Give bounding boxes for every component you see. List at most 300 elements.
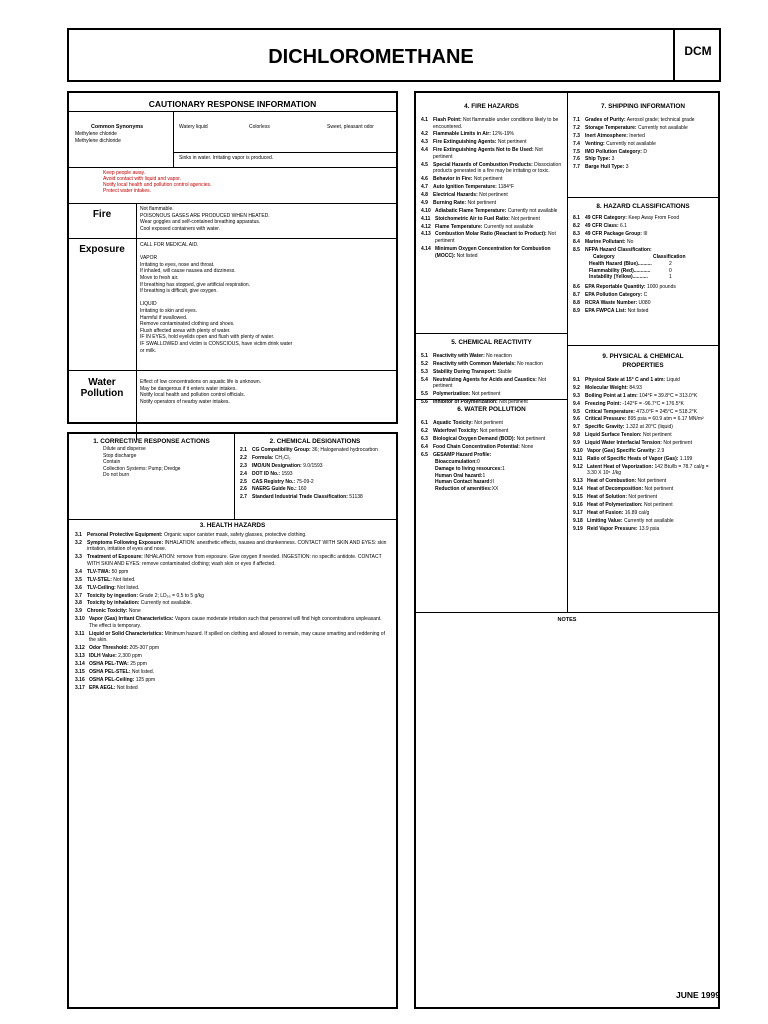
item-key: Grades of Purity: bbox=[585, 117, 626, 123]
gesamp-item bbox=[421, 473, 563, 480]
physical-heading bbox=[568, 352, 718, 370]
item-value: 6.1 bbox=[618, 222, 627, 229]
item-number: 4.13 bbox=[421, 231, 431, 238]
item-number: 4.8 bbox=[421, 192, 428, 199]
item-key: Formula: bbox=[252, 454, 274, 461]
chemical-code: DCM bbox=[684, 44, 712, 58]
item-key: Toxicity by inhalation: bbox=[87, 600, 140, 607]
item-text bbox=[433, 353, 563, 360]
divider bbox=[69, 111, 396, 112]
item-value: 125 ppm bbox=[134, 676, 156, 683]
item-value: 12%-19% bbox=[490, 131, 514, 138]
item-text bbox=[433, 192, 563, 199]
item-number: 9.13 bbox=[573, 478, 583, 485]
item-text bbox=[435, 216, 563, 223]
item-value: 1 bbox=[501, 466, 505, 473]
item-value: Not pertinent bbox=[466, 199, 497, 206]
item-key: Biological Oxygen Demand (BOD): bbox=[433, 435, 516, 442]
item-value: C bbox=[642, 291, 648, 298]
item-value: 3 bbox=[624, 164, 629, 171]
physical-property-item bbox=[573, 486, 715, 493]
item-number: 8.3 bbox=[573, 230, 580, 237]
sections-4-9-box bbox=[414, 91, 720, 1009]
item-key: Heat of Fusion: bbox=[587, 509, 624, 516]
item-text bbox=[87, 600, 391, 607]
item-value: XX bbox=[491, 485, 499, 492]
item-key: Ship Type: bbox=[585, 156, 611, 163]
item-text bbox=[433, 452, 563, 459]
item-value: 1000 pounds bbox=[645, 283, 676, 290]
item-value: Not pertinent bbox=[642, 501, 673, 508]
item-value: 16.89 cal/g bbox=[623, 509, 650, 516]
item-key: CG Compatibility Group: bbox=[252, 447, 311, 453]
water-pollution-item bbox=[421, 444, 563, 451]
health-item bbox=[75, 600, 391, 607]
item-text bbox=[587, 478, 715, 485]
sinks-text: Sinks in water. Irritating vapor is produced. bbox=[179, 155, 274, 161]
item-number: 8.6 bbox=[573, 283, 580, 290]
item-number: 5.4 bbox=[421, 376, 428, 383]
exposure-label: Exposure bbox=[79, 244, 125, 255]
item-value: Currently not available bbox=[622, 517, 674, 524]
item-number: 9.7 bbox=[573, 424, 580, 431]
item-text bbox=[587, 526, 715, 533]
fire-hazard-item bbox=[421, 131, 563, 138]
item-value: INHALATION: anesthetic effects, nausea and drunkenness. CONTACT WITH SKIN AND EYES: skin irritation, irritation of eyes and nose. bbox=[87, 539, 387, 553]
item-key: Heat of Polymerization: bbox=[587, 501, 643, 508]
item-key: Fire Extinguishing Agents: bbox=[433, 139, 497, 146]
divider bbox=[173, 152, 396, 153]
item-key: Human Contact hazard: bbox=[435, 479, 492, 486]
item-key: Flash Point: bbox=[433, 117, 462, 123]
fire-hazard-item bbox=[421, 200, 563, 207]
item-number: 3.10 bbox=[75, 616, 85, 623]
exposure-line: If inhaled, will cause nausea and dizziness. bbox=[140, 268, 236, 275]
health-item bbox=[75, 677, 391, 684]
item-value: Organic vapor canister mask, safety glasses, protective clothing. bbox=[162, 532, 307, 538]
item-number: 7.3 bbox=[573, 132, 580, 139]
item-key: 49 CFR Category: bbox=[585, 215, 627, 221]
item-value: 895 psia = 60.9 atm = 6.17 MN/m² bbox=[626, 416, 704, 423]
alert-line: Notify local health and pollution control agencies. bbox=[103, 182, 212, 188]
reactivity-heading: 5. CHEMICAL REACTIVITY bbox=[451, 339, 532, 346]
item-text bbox=[435, 224, 563, 231]
item-key: Symptoms Following Exposure: bbox=[87, 539, 164, 546]
cautionary-heading: CAUTIONARY RESPONSE INFORMATION bbox=[148, 99, 317, 109]
shipping-item bbox=[573, 149, 715, 156]
divider bbox=[568, 345, 718, 346]
physical-property-item bbox=[573, 409, 715, 416]
item-key: Treatment of Exposure: bbox=[87, 554, 143, 561]
chemical-item bbox=[240, 486, 394, 493]
item-key: Marine Pollutant: bbox=[585, 238, 626, 245]
item-text bbox=[585, 440, 715, 447]
divider bbox=[69, 238, 396, 239]
exposure-text bbox=[140, 242, 292, 354]
item-number: 9.17 bbox=[573, 509, 583, 516]
item-number: 5.3 bbox=[421, 368, 428, 375]
item-text bbox=[433, 200, 563, 207]
health-item bbox=[75, 616, 391, 629]
divider bbox=[173, 112, 174, 167]
exposure-line: CALL FOR MEDICAL AID. bbox=[140, 242, 199, 248]
item-value: None bbox=[127, 608, 141, 615]
item-text bbox=[585, 308, 715, 315]
exposure-line bbox=[140, 295, 292, 302]
item-number: 8.2 bbox=[573, 222, 580, 229]
nfpa-item bbox=[573, 261, 715, 268]
divider bbox=[69, 203, 396, 204]
item-number: 9.14 bbox=[573, 486, 583, 493]
exposure-line: If breathing is difficult, give oxygen. bbox=[140, 288, 218, 295]
health-item bbox=[75, 569, 391, 576]
item-number: 3.14 bbox=[75, 660, 85, 667]
item-value: 1593 bbox=[280, 470, 293, 477]
fire-line: Not flammable. bbox=[140, 206, 174, 212]
item-key: Electrical Hazards: bbox=[433, 192, 478, 199]
item-text bbox=[585, 416, 715, 423]
item-text bbox=[89, 677, 391, 684]
item-key: Flame Temperature: bbox=[435, 223, 483, 230]
item-number: 4.12 bbox=[421, 223, 431, 230]
exposure-line: IF SWALLOWED and victim is CONSCIOUS, have victim drink water bbox=[140, 340, 293, 347]
item-key: Physical State at 15° C and 1 atm: bbox=[585, 377, 666, 383]
item-key: Freezing Point: bbox=[585, 400, 622, 407]
physical-property-item bbox=[573, 526, 715, 533]
item-value: Aerosol grade; technical grade bbox=[625, 117, 695, 123]
fire-hazard-item bbox=[421, 231, 563, 244]
item-value: No bbox=[625, 238, 634, 245]
item-value: Dissociation products generated in a fire may be irritating or toxic. bbox=[433, 161, 562, 175]
item-key: IDLH Value: bbox=[89, 653, 117, 660]
item-number: 3.4 bbox=[75, 568, 82, 575]
item-value: Not pertinent bbox=[641, 432, 672, 439]
fire-hazard-item bbox=[421, 246, 563, 259]
item-value: Not pertinent bbox=[472, 420, 503, 426]
item-value: CH₂Cl₂ bbox=[273, 454, 291, 461]
item-value: Not pertinent bbox=[433, 147, 543, 160]
item-key: Boiling Point at 1 atm: bbox=[585, 392, 638, 399]
item-number: 4.14 bbox=[421, 245, 431, 252]
item-text bbox=[585, 223, 715, 230]
fire-hazard-item bbox=[421, 192, 563, 199]
item-value: Not pertinent bbox=[497, 399, 528, 406]
item-key: Personal Protective Equipment: bbox=[87, 532, 163, 538]
health-item bbox=[75, 585, 391, 592]
item-value: 473.0°F = 245°C = 518.2°K bbox=[634, 408, 698, 415]
item-number: 3.15 bbox=[75, 668, 85, 675]
item-value: 50 ppm bbox=[110, 568, 129, 575]
item-key: Special Hazards of Combustion Products: bbox=[433, 161, 533, 168]
physical-property-item bbox=[573, 385, 715, 392]
item-text bbox=[87, 608, 391, 615]
fire-hazard-item bbox=[421, 184, 563, 191]
item-value: 104°F = 39.8°C = 313.0°K bbox=[637, 392, 698, 399]
physical-list bbox=[573, 377, 715, 534]
item-text bbox=[252, 486, 394, 493]
item-text bbox=[587, 510, 715, 517]
item-number: 3.5 bbox=[75, 576, 82, 583]
item-key: EPA Pollution Category: bbox=[585, 291, 643, 298]
item-value: 1 bbox=[482, 472, 486, 479]
chemical-list bbox=[240, 447, 394, 502]
fire-hazard-item bbox=[421, 208, 563, 215]
cautionary-box bbox=[67, 91, 398, 424]
alert-line: Keep people away. bbox=[103, 170, 146, 176]
item-key: Reactivity with Water: bbox=[433, 353, 485, 359]
chemical-item bbox=[240, 471, 394, 478]
item-value: Not listed bbox=[115, 684, 138, 691]
item-key: Behavior in Fire: bbox=[433, 176, 473, 183]
hazard-class-item bbox=[573, 308, 715, 315]
item-value: 51138 bbox=[347, 494, 363, 501]
alert-line: Protect water intakes. bbox=[103, 188, 152, 194]
item-text bbox=[587, 494, 715, 501]
divider bbox=[568, 197, 718, 198]
fire-hazard-item bbox=[421, 216, 563, 223]
water-pollution-item bbox=[421, 436, 563, 443]
item-number: 9.9 bbox=[573, 440, 580, 447]
fire-hazard-item bbox=[421, 176, 563, 183]
shipping-list bbox=[573, 117, 715, 172]
item-key: Inert Atmosphere: bbox=[585, 132, 628, 139]
synonym-2: Methylene dichloride bbox=[75, 138, 121, 144]
item-key: Flammable Limits in Air: bbox=[433, 131, 491, 138]
item-value: 2 bbox=[669, 261, 672, 268]
item-value: Stable bbox=[496, 368, 512, 375]
item-text bbox=[433, 117, 563, 130]
water-line: Notify operators of nearby water intakes. bbox=[140, 398, 230, 405]
item-text bbox=[87, 577, 391, 584]
item-number: 4.7 bbox=[421, 184, 428, 191]
item-key: Latent Heat of Vaporization: bbox=[587, 463, 654, 470]
item-key: Specific Gravity: bbox=[585, 424, 625, 431]
item-number: 7.6 bbox=[573, 156, 580, 163]
health-item bbox=[75, 645, 391, 652]
item-text bbox=[433, 184, 563, 191]
item-number: 3.1 bbox=[75, 532, 82, 538]
item-text bbox=[585, 432, 715, 439]
exposure-line bbox=[140, 249, 292, 256]
item-text bbox=[433, 361, 563, 368]
chemical-item bbox=[240, 447, 394, 454]
item-value: Not pertinent bbox=[477, 192, 508, 199]
item-number: 4.5 bbox=[421, 161, 428, 168]
item-key: Odor Threshold: bbox=[89, 645, 129, 652]
physical-heading-text: 9. PHYSICAL & CHEMICAL PROPERTIES bbox=[602, 353, 684, 369]
fire-hazards-list bbox=[421, 117, 563, 260]
item-text bbox=[433, 428, 563, 435]
divider bbox=[69, 519, 396, 520]
item-text bbox=[587, 518, 715, 525]
item-number: 3.6 bbox=[75, 584, 82, 591]
item-value: Liquid bbox=[665, 377, 680, 383]
item-number: 9.15 bbox=[573, 494, 583, 501]
item-key: Bioaccumulation: bbox=[435, 459, 477, 466]
item-text bbox=[585, 409, 715, 416]
odor-text: Sweet, pleasant odor bbox=[327, 124, 374, 130]
item-text bbox=[433, 391, 563, 398]
item-number: 7.2 bbox=[573, 124, 580, 131]
exposure-line: Irritating to skin and eyes. bbox=[140, 307, 197, 314]
item-number: 8.8 bbox=[573, 299, 580, 306]
item-number: 7.4 bbox=[573, 140, 580, 147]
item-text bbox=[87, 540, 391, 553]
gesamp-item bbox=[421, 466, 563, 473]
item-key: Chronic Toxicity: bbox=[87, 608, 128, 615]
corrective-heading: 1. CORRECTIVE RESPONSE ACTIONS bbox=[93, 438, 210, 445]
hazard-class-item bbox=[573, 231, 715, 238]
hazard-class-item bbox=[573, 292, 715, 299]
physical-property-item bbox=[573, 448, 715, 455]
item-key: TLV-STEL: bbox=[87, 576, 112, 583]
hazard-class-item bbox=[573, 284, 715, 291]
color-text: Colorless bbox=[249, 124, 270, 130]
item-number: 9.11 bbox=[573, 455, 583, 462]
item-text bbox=[587, 486, 715, 493]
item-number: 3.9 bbox=[75, 608, 82, 615]
water-text bbox=[140, 379, 261, 405]
physical-property-item bbox=[573, 478, 715, 485]
item-number: 9.18 bbox=[573, 517, 583, 524]
water-pollution-heading: 6. WATER POLLUTION bbox=[457, 406, 526, 413]
shipping-item bbox=[573, 133, 715, 140]
item-value: -142°F = -96.7°C = 176.5°K bbox=[621, 400, 684, 407]
health-heading: 3. HEALTH HAZARDS bbox=[199, 522, 266, 529]
physical-property-item bbox=[573, 440, 715, 447]
fire-hazard-item bbox=[421, 147, 563, 160]
item-text bbox=[87, 593, 391, 600]
fire-line: Cool exposed containers with water. bbox=[140, 225, 221, 232]
item-text bbox=[435, 208, 563, 215]
fire-hazard-item bbox=[421, 162, 563, 175]
health-item bbox=[75, 577, 391, 584]
health-item bbox=[75, 554, 391, 567]
hazard-class-list bbox=[573, 215, 715, 315]
item-text bbox=[585, 125, 715, 132]
item-number: 8.7 bbox=[573, 291, 580, 298]
corrective-item: Do not burn bbox=[103, 472, 130, 479]
item-key: 49 CFR Package Group: bbox=[585, 230, 642, 237]
item-value: 2.9 bbox=[655, 448, 665, 455]
alert-line: Avoid contact with liquid and vapor. bbox=[103, 176, 182, 182]
item-key: Liquid or Solid Characteristics: bbox=[89, 630, 164, 637]
item-text bbox=[587, 464, 715, 477]
exposure-line: VAPOR bbox=[140, 255, 158, 262]
physical-property-item bbox=[573, 416, 715, 423]
item-value: Not pertinent bbox=[627, 494, 658, 501]
corrective-item: Dilute and disperse bbox=[103, 446, 146, 452]
item-key: Food Chain Concentration Potential: bbox=[433, 443, 520, 450]
item-text bbox=[585, 141, 715, 148]
item-text bbox=[585, 133, 715, 140]
item-number: 6.3 bbox=[421, 435, 428, 442]
title-box bbox=[67, 28, 721, 82]
item-key: NAERG Guide No.: bbox=[252, 486, 297, 493]
item-number: 3.3 bbox=[75, 554, 82, 561]
exposure-line: Remove contaminated clothing and shoes. bbox=[140, 321, 235, 328]
corrective-item: Contain bbox=[103, 459, 121, 466]
hazard-class-item bbox=[573, 239, 715, 246]
item-key: Burning Rate: bbox=[433, 199, 467, 206]
item-key: Stability During Transport: bbox=[433, 368, 497, 375]
item-key: 49 CFR Class: bbox=[585, 222, 619, 229]
item-value: 75-09-2 bbox=[295, 478, 314, 485]
exposure-line: Flush affected areas with plenty of water. bbox=[140, 327, 231, 334]
item-text bbox=[433, 176, 563, 183]
item-text bbox=[587, 502, 715, 509]
item-key: Barge Hull Type: bbox=[585, 164, 625, 171]
item-value: Not listed bbox=[626, 307, 649, 314]
item-text bbox=[585, 247, 715, 254]
item-value: 1.199 bbox=[678, 455, 693, 462]
fire-label: Fire bbox=[92, 209, 112, 220]
item-text bbox=[89, 645, 391, 652]
item-value: Minimum hazard. If spilled on clothing and allowed to remain, may cause smarting and reddening of the skin. bbox=[89, 630, 385, 644]
item-key: Molecular Weight: bbox=[585, 384, 628, 391]
item-value: II bbox=[491, 479, 494, 486]
item-number: 4.11 bbox=[421, 215, 431, 222]
shipping-item bbox=[573, 117, 715, 124]
item-text bbox=[433, 399, 563, 406]
item-number: 2.2 bbox=[240, 454, 247, 461]
item-key: NFPA Hazard Classification: bbox=[585, 246, 652, 253]
item-number: 9.6 bbox=[573, 416, 580, 423]
item-key: EPA FWPCA List: bbox=[585, 307, 627, 314]
physical-property-item bbox=[573, 432, 715, 439]
item-text bbox=[585, 239, 715, 246]
hazard-class-heading: 8. HAZARD CLASSIFICATIONS bbox=[596, 203, 690, 210]
health-item bbox=[75, 653, 391, 660]
item-text bbox=[252, 471, 394, 478]
item-text bbox=[87, 532, 391, 539]
chemical-heading: 2. CHEMICAL DESIGNATIONS bbox=[269, 438, 361, 445]
item-text bbox=[587, 456, 715, 463]
physical-property-item bbox=[573, 401, 715, 408]
item-text bbox=[587, 448, 715, 455]
item-text bbox=[89, 685, 391, 692]
shipping-item bbox=[573, 141, 715, 148]
item-number: 4.4 bbox=[421, 147, 428, 154]
item-number: 9.3 bbox=[573, 392, 580, 399]
item-key: IMO Pollution Category: bbox=[585, 148, 642, 155]
hazard-class-item bbox=[573, 247, 715, 254]
reactivity-item bbox=[421, 391, 563, 398]
item-value: 84.93 bbox=[627, 384, 642, 391]
item-text bbox=[585, 156, 715, 163]
item-value: Not flammable under conditions likely to be encountered. bbox=[433, 117, 559, 130]
health-item bbox=[75, 685, 391, 692]
exposure-line: Irritating to eyes, nose and throat. bbox=[140, 261, 215, 268]
fire-hazards-heading: 4. FIRE HAZARDS bbox=[464, 103, 519, 110]
water-pollution-label: Water Pollution bbox=[80, 377, 124, 399]
item-key: Limiting Value: bbox=[587, 517, 623, 524]
item-key: Reduction of amenities: bbox=[435, 485, 492, 492]
item-number: 3.17 bbox=[75, 684, 85, 691]
item-number: 5.2 bbox=[421, 360, 428, 367]
divider bbox=[69, 167, 396, 168]
nfpa-header bbox=[573, 254, 715, 261]
item-key: TLV-Ceiling: bbox=[87, 584, 116, 591]
item-number: 2.6 bbox=[240, 486, 247, 493]
item-value: Not pertinent bbox=[472, 176, 503, 183]
item-key: Venting: bbox=[585, 140, 605, 147]
item-text bbox=[252, 479, 394, 486]
fire-hazard-item bbox=[421, 139, 563, 146]
item-key: Combustion Molar Ratio (Reactant to Product): bbox=[435, 231, 547, 238]
hazard-class-item bbox=[573, 215, 715, 222]
item-key: Instability (Yellow)........... bbox=[589, 274, 648, 281]
